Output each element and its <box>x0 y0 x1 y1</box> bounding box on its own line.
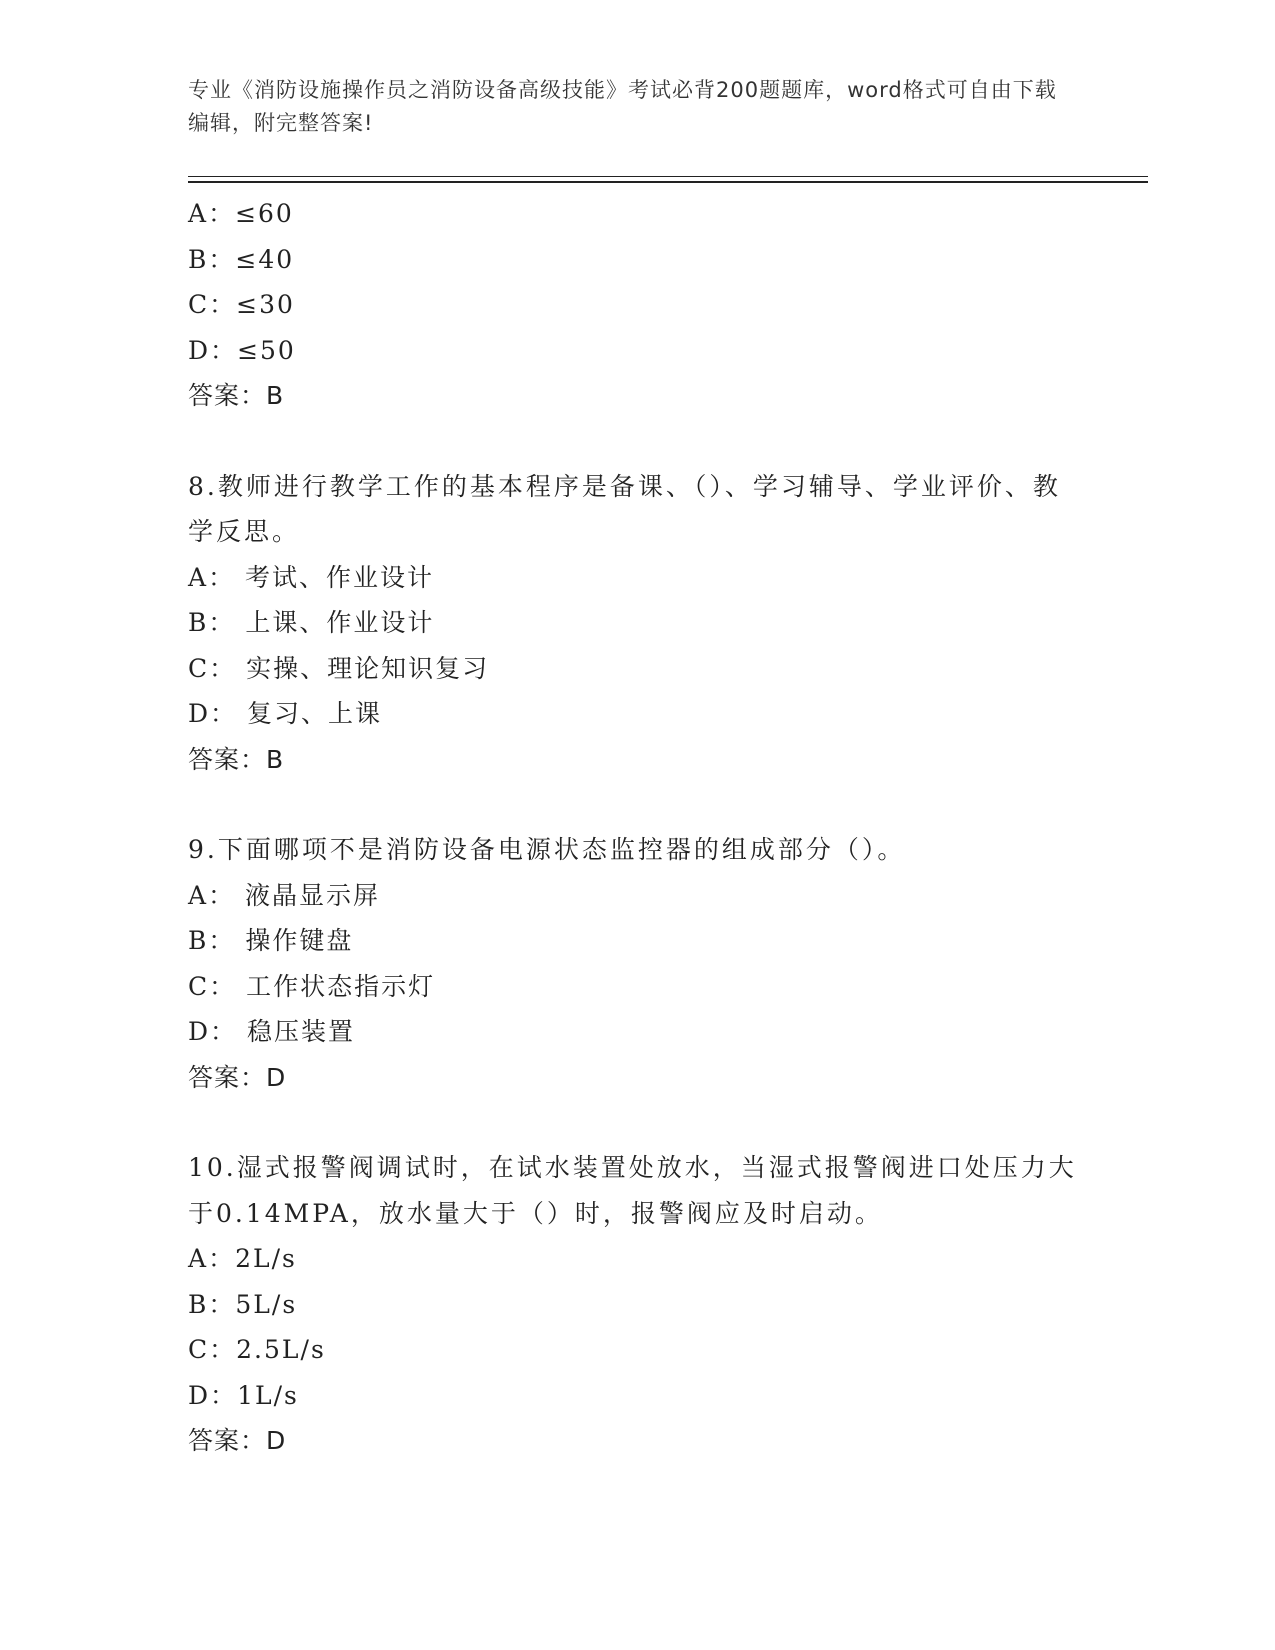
question-list <box>188 191 1088 1464</box>
option-d: D： 稳压装置 <box>188 1017 356 1046</box>
question-fragment <box>188 191 1088 419</box>
question-stem: 9.下面哪项不是消防设备电源状态监控器的组成部分（）。 <box>188 835 906 864</box>
option-c: C：2.5L/s <box>188 1335 326 1364</box>
option-a: A： 考试、作业设计 <box>188 562 435 592</box>
option-d: D： 复习、上课 <box>188 699 383 728</box>
question-9 <box>188 827 1088 1100</box>
document-header: 专业《消防设施操作员之消防设备高级技能》考试必背200题题库，word格式可自由下载编辑，附完整答案! <box>188 78 1057 135</box>
question-stem: 10.湿式报警阀调试时，在试水装置处放水，当湿式报警阀进口处压力大于0.14MPA，放水量大于（）时，报警阀应及时启动。 <box>188 1153 1077 1228</box>
header-rule-thin <box>188 176 1148 177</box>
option-c: C：≤30 <box>188 290 295 319</box>
answer: 答案：B <box>188 744 285 774</box>
option-a: A：2L/s <box>188 1244 297 1273</box>
option-b: B： 操作键盘 <box>188 926 354 955</box>
option-a: A： 液晶显示屏 <box>188 880 381 910</box>
option-c: C： 实操、理论知识复习 <box>188 653 490 683</box>
option-a: A：≤60 <box>188 199 294 228</box>
option-d: D：1L/s <box>188 1380 299 1410</box>
answer: 答案：D <box>188 1062 287 1092</box>
option-c: C： 工作状态指示灯 <box>188 971 436 1001</box>
option-b: B： 上课、作业设计 <box>188 608 435 637</box>
option-d: D：≤50 <box>188 335 296 365</box>
question-10 <box>188 1145 1088 1464</box>
answer: 答案：D <box>188 1426 287 1455</box>
option-b: B：5L/s <box>188 1289 298 1319</box>
question-stem: 8.教师进行教学工作的基本程序是备课、（）、学习辅导、学业评价、教学反思。 <box>188 471 1061 546</box>
header-rule-thick <box>188 181 1148 183</box>
answer: 答案：B <box>188 381 285 410</box>
question-8 <box>188 464 1088 783</box>
option-b: B：≤40 <box>188 244 295 274</box>
